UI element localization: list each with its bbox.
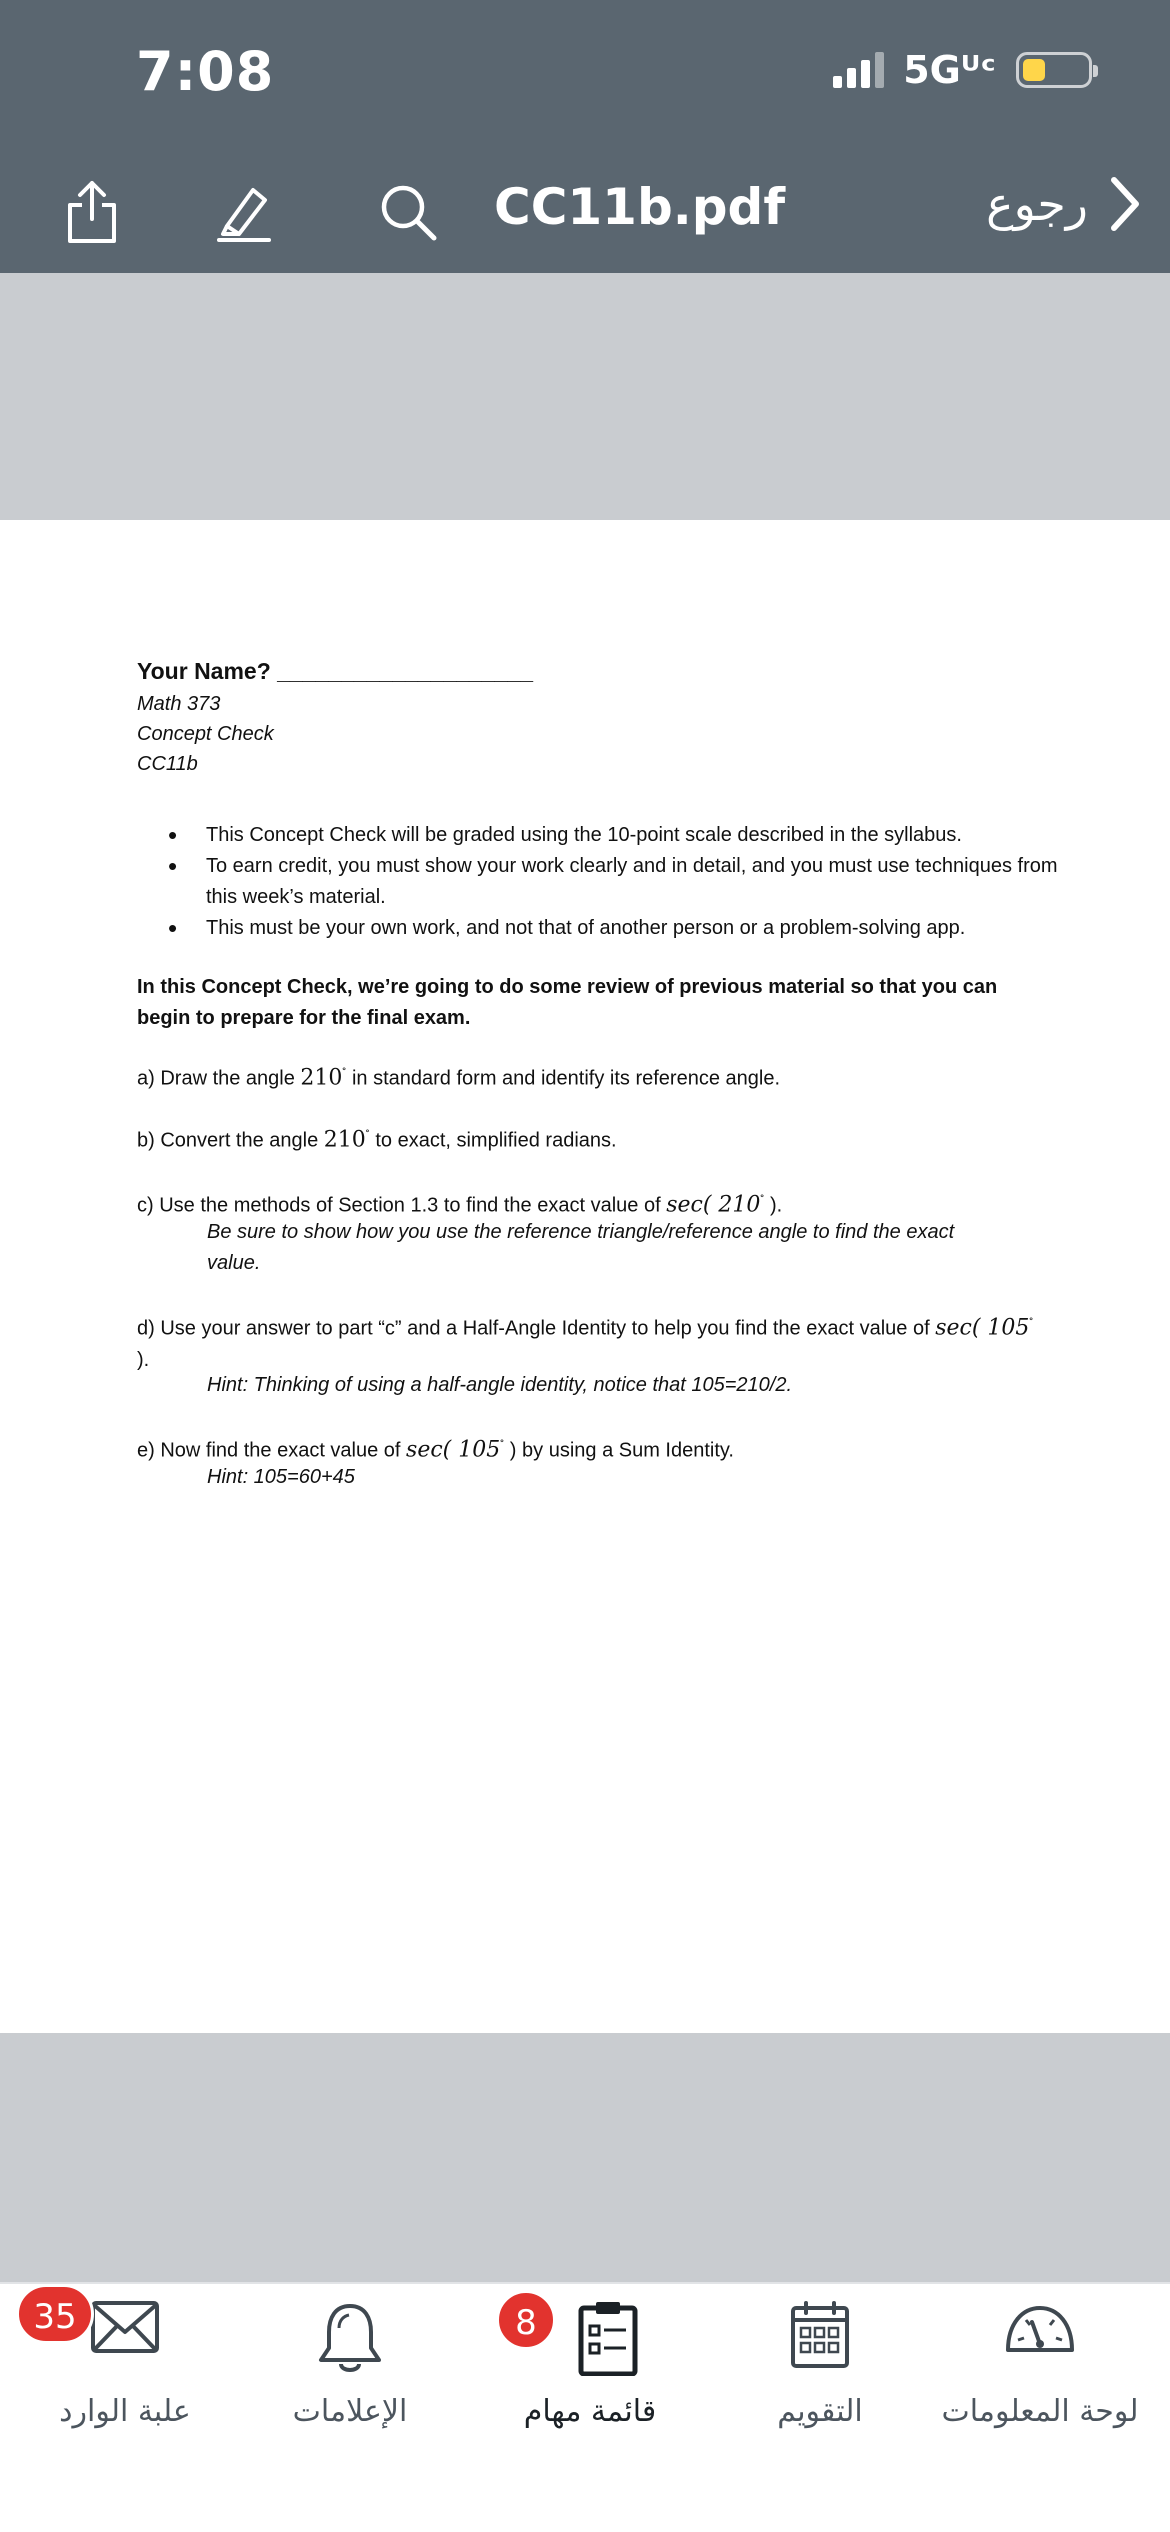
question-c-hint: Be sure to show how you use the reference triangle/reference angle to find the exact value.	[207, 1221, 955, 1274]
annotate-icon	[213, 180, 277, 244]
tab-todo-list[interactable]	[490, 2284, 690, 2474]
assignment-id: CC11b	[137, 753, 198, 775]
calendar-icon	[790, 2300, 850, 2374]
pdf-page[interactable]	[0, 520, 1170, 2033]
back-label: رجوع	[986, 177, 1088, 231]
question-c: c) Use the methods of Section 1.3 to find the exact value of sec( 210˚ ).	[137, 1192, 783, 1218]
instructions-list	[168, 820, 1068, 944]
tab-label: الإعلامات	[292, 2394, 408, 2429]
tab-dashboard[interactable]	[940, 2284, 1140, 2474]
course-name: Math 373	[137, 693, 221, 715]
tab-label: قائمة مهام	[523, 2394, 657, 2429]
assignment-type: Concept Check	[137, 723, 274, 745]
inbox-badge: 35	[16, 2284, 94, 2344]
battery-fill	[1023, 59, 1045, 81]
bottom-tab-bar	[0, 2282, 1170, 2532]
search-button[interactable]	[368, 172, 448, 252]
annotate-button[interactable]	[205, 172, 285, 252]
share-icon	[62, 179, 122, 245]
question-d-hint: Hint: Thinking of using a half-angle identity, notice that 105=210/2.	[207, 1374, 793, 1396]
tab-inbox[interactable]	[30, 2284, 220, 2474]
viewer-background-top	[0, 273, 1170, 520]
top-header	[0, 0, 1170, 273]
instruction-item: • To earn credit, you must show your work clearly and in detail, and you must use techniques from this week’s material.	[168, 851, 1068, 913]
share-button[interactable]	[52, 172, 132, 252]
instruction-item: • This Concept Check will be graded using the 10-point scale described in the syllabus.	[168, 820, 1068, 851]
intro-paragraph: In this Concept Check, we’re going to do some review of previous material so that you can begin to prepare for the final exam.	[137, 976, 998, 1029]
question-a: a) Draw the angle 210˚ in standard form and identify its reference angle.	[137, 1065, 780, 1091]
question-b: b) Convert the angle 210˚ to exact, simplified radians.	[137, 1127, 617, 1153]
name-field-line: Your Name? ____________________	[137, 658, 533, 684]
question-e-hint: Hint: 105=60+45	[207, 1466, 355, 1488]
tab-label: علبة الوارد	[59, 2394, 191, 2429]
bell-icon	[317, 2300, 383, 2380]
tab-calendar[interactable]	[740, 2284, 900, 2474]
status-time: 7:08	[136, 40, 275, 103]
tab-label: لوحة المعلومات	[941, 2394, 1139, 2429]
todo-badge: 8	[496, 2290, 556, 2350]
cellular-signal-icon	[833, 52, 889, 88]
search-icon	[376, 180, 440, 244]
document-title: CC11b.pdf	[494, 178, 786, 236]
question-d: d) Use your answer to part “c” and a Half-Angle Identity to help you find the exact value of sec( 105˚ ).	[137, 1315, 1034, 1371]
dashboard-gauge-icon	[1002, 2300, 1078, 2360]
tab-label: التقويم	[777, 2394, 863, 2429]
clipboard-icon	[578, 2300, 638, 2380]
status-indicators	[833, 48, 1092, 92]
mail-icon	[90, 2300, 160, 2358]
question-e: e) Now find the exact value of sec( 105˚ ) by using a Sum Identity.	[137, 1437, 734, 1463]
chevron-right-icon	[1108, 174, 1142, 234]
back-button[interactable]	[986, 174, 1142, 234]
viewer-background-bottom	[0, 2033, 1170, 2282]
battery-icon	[1016, 52, 1092, 88]
network-type: 5Gᵁᶜ	[903, 48, 996, 92]
tab-notifications[interactable]	[260, 2284, 440, 2474]
instruction-item: • This must be your own work, and not that of another person or a problem-solving app.	[168, 913, 1068, 944]
